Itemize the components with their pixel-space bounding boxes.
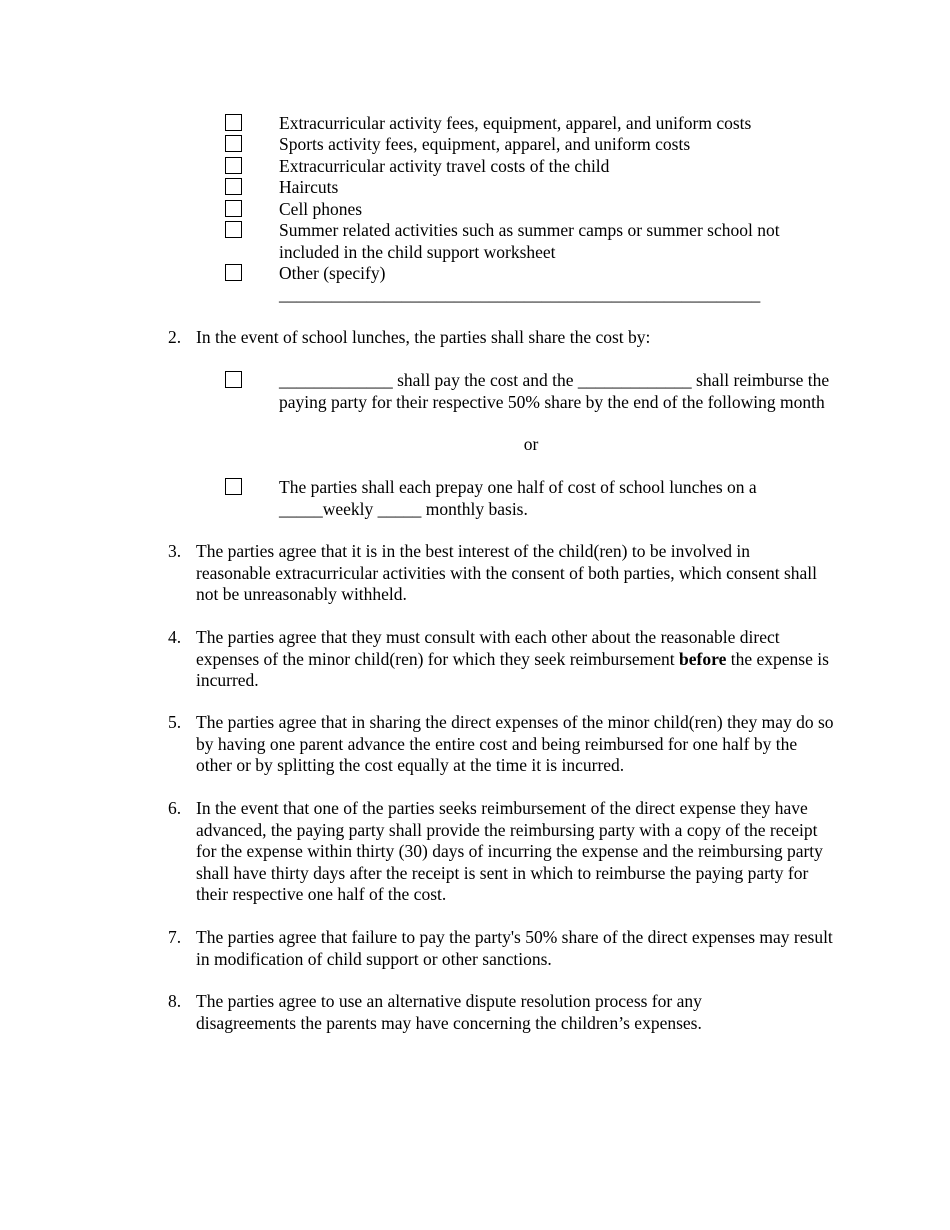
item-text: In the event that one of the parties seeks reimbursement of the direct expense they have advanced, the paying party shall provide the reimbursing party with a copy of the receipt for the expense within thirty (30) days of incurring the expense and the reimbursing party shall have thirty days after the receipt is sent in which to reimburse the paying party for their respective one half of the cost.: [196, 798, 823, 904]
expense-option-label: Other (specify): [279, 263, 386, 283]
item-text: The parties agree that in sharing the direct expenses of the minor child(ren) they may do so by having one parent advance the entire cost and being reimbursed for one half by the other or by splitting the cost equally at the time it is incurred.: [196, 712, 834, 775]
item-text: The parties agree that it is in the best interest of the child(ren) to be involved in reasonable extracurricular activities with the consent of both parties, which consent shall not be unreasonably withheld.: [196, 541, 818, 604]
item-text: In the event of school lunches, the parties shall share the cost by:: [196, 327, 651, 347]
item-number: 8.: [168, 991, 182, 1011]
item-number: 5.: [168, 712, 182, 732]
expense-option-label: Extracurricular activity fees, equipment, apparel, and uniform costs: [279, 113, 752, 133]
other-checkbox[interactable]: [225, 264, 242, 281]
expense-option-label: Cell phones: [279, 199, 363, 219]
lunch-option-text: _____________ shall pay the cost and the _____________ shall reimburse the paying party for their respective 50% share by the end of the following month: [279, 370, 834, 412]
item-text: The parties agree that failure to pay the party's 50% share of the direct expenses may result in modification of child support or other sanctions.: [196, 927, 833, 969]
item-text: [196, 627, 832, 692]
item-number: 6.: [168, 798, 182, 818]
lunch-reimburse-checkbox[interactable]: [225, 371, 242, 388]
item-number: 4.: [168, 627, 182, 647]
item-text-part: the expense is incurred.: [196, 648, 829, 690]
extracurricular-checkbox[interactable]: [225, 114, 242, 131]
expense-option-label: Summer related activities such as summer camps or summer school not included in the child support worksheet: [279, 220, 784, 262]
travel-checkbox[interactable]: [225, 157, 242, 174]
sports-checkbox[interactable]: [225, 135, 242, 152]
item-number: 7.: [168, 927, 182, 947]
other-specify-blank[interactable]: _______________________________________________________: [279, 284, 761, 304]
item-text: The parties agree to use an alternative dispute resolution process for any disagreements the parents may have concerning the children’s expenses.: [196, 991, 702, 1033]
lunch-prepay-checkbox[interactable]: [225, 478, 242, 495]
item-text-part: The parties agree that they must consult with each other about the reasonable direct expenses of the minor child(ren) for which they seek reimbursement: [196, 627, 780, 669]
item-number: 3.: [168, 541, 182, 561]
haircuts-checkbox[interactable]: [225, 178, 242, 195]
expense-option-label: Extracurricular activity travel costs of the child: [279, 156, 610, 176]
expense-option-label: Sports activity fees, equipment, apparel, and uniform costs: [279, 134, 691, 154]
lunch-option-text: The parties shall each prepay one half of cost of school lunches on a _____weekly _____ monthly basis.: [279, 477, 762, 519]
expense-option-label: Haircuts: [279, 177, 339, 197]
summer-checkbox[interactable]: [225, 221, 242, 238]
item-number: 2.: [168, 327, 182, 347]
cell-phones-checkbox[interactable]: [225, 200, 242, 217]
or-separator: or: [523, 434, 539, 454]
emphasis-before: before: [679, 648, 727, 669]
